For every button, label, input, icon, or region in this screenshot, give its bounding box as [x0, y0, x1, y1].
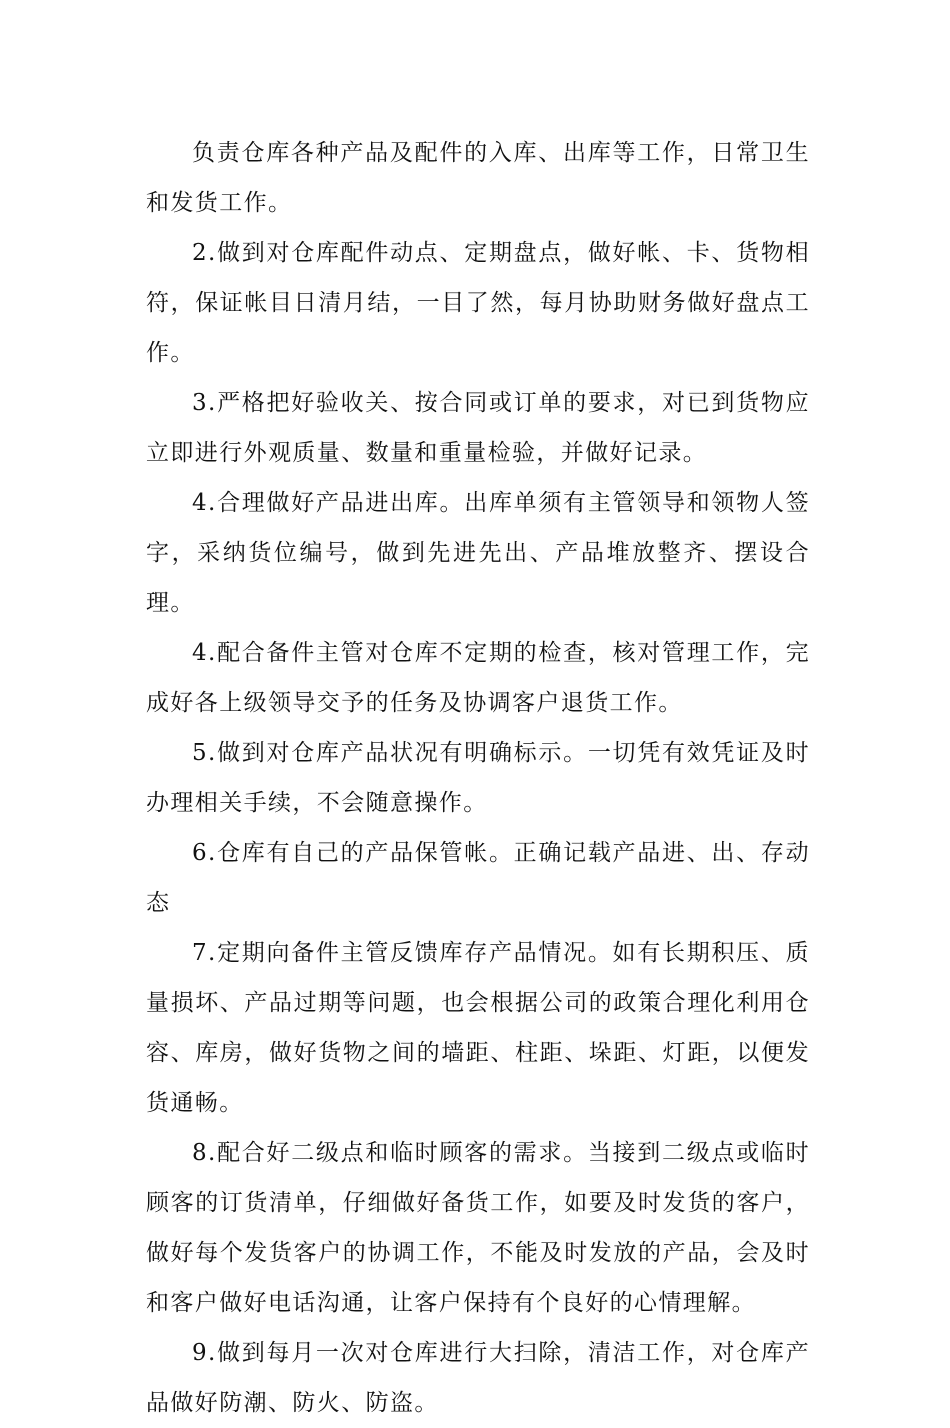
paragraph-item-4b: 4.配合备件主管对仓库不定期的检查，核对管理工作，完成好各上级领导交予的任务及协调客户退货工作。	[146, 640, 810, 716]
paragraph-item-3: 3.严格把好验收关、按合同或订单的要求，对已到货物应立即进行外观质量、数量和重量检验，并做好记录。	[146, 390, 810, 466]
paragraph-item-9: 9.做到每月一次对仓库进行大扫除，清洁工作，对仓库产品做好防潮、防火、防盗。	[146, 1340, 810, 1416]
paragraph-item-4a: 4.合理做好产品进出库。出库单须有主管领导和领物人签字，采纳货位编号，做到先进先出、产品堆放整齐、摆设合理。	[146, 490, 810, 616]
paragraph-intro: 负责仓库各种产品及配件的入库、出库等工作，日常卫生和发货工作。	[146, 140, 810, 216]
paragraph-item-5: 5.做到对仓库产品状况有明确标示。一切凭有效凭证及时办理相关手续，不会随意操作。	[146, 740, 810, 816]
paragraph-item-2: 2.做到对仓库配件动点、定期盘点，做好帐、卡、货物相符，保证帐目日清月结，一目了然，每月协助财务做好盘点工作。	[146, 240, 810, 366]
document-body	[146, 128, 810, 1428]
paragraph-item-7: 7.定期向备件主管反馈库存产品情况。如有长期积压、质量损坏、产品过期等问题，也会根据公司的政策合理化利用仓容、库房，做好货物之间的墙距、柱距、垛距、灯距，以便发货通畅。	[146, 940, 810, 1116]
paragraph-item-8: 8.配合好二级点和临时顾客的需求。当接到二级点或临时顾客的订货清单，仔细做好备货工作，如要及时发货的客户，做好每个发货客户的协调工作，不能及时发放的产品，会及时和客户做好电话沟通，让客户保持有个良好的心情理解。	[146, 1140, 810, 1316]
paragraph-item-6: 6.仓库有自己的产品保管帐。正确记载产品进、出、存动态	[146, 840, 810, 916]
